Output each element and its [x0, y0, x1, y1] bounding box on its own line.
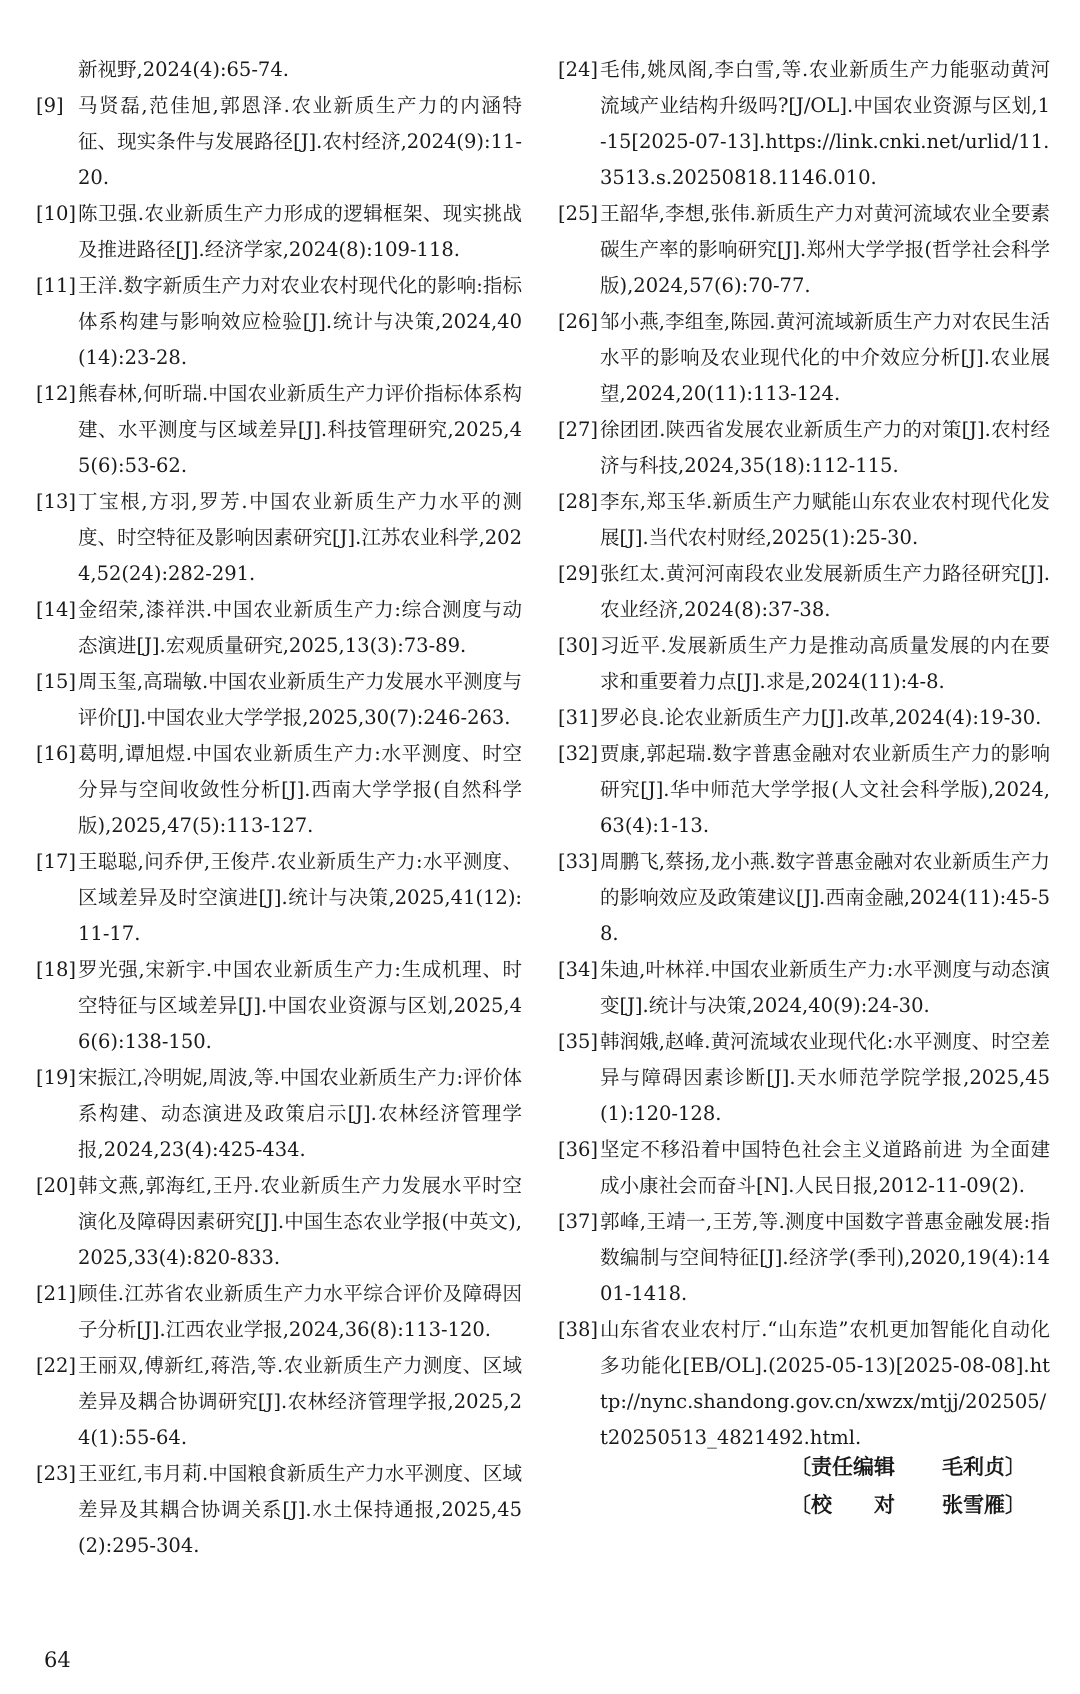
- reference-text: 山东省农业农村厅.“山东造”农机更加智能化自动化多功能化[EB/OL].(2025-05-13)[2025-08-08].http://nync.shandong.gov.cn/xwzx/mtjj/202505/t20250513_4821492.html.: [600, 1318, 1050, 1449]
- reference-item: [36, 844, 522, 952]
- reference-text: 韩润娥,赵峰.黄河流域农业现代化:水平测度、时空差异与障碍因素诊断[J].天水师范学院学报,2025,45(1):120-128.: [600, 1030, 1050, 1125]
- reference-text: 陈卫强.农业新质生产力形成的逻辑框架、现实挑战及推进路径[J].经济学家,2024(8):109-118.: [78, 202, 522, 261]
- references-left-column: [36, 52, 522, 1564]
- reference-number: [34]: [558, 958, 599, 981]
- reference-item: [36, 1060, 522, 1168]
- reference-item: [36, 376, 522, 484]
- reference-number: [30]: [558, 634, 599, 657]
- reference-text: 李东,郑玉华.新质生产力赋能山东农业农村现代化发展[J].当代农村财经,2025(1):25-30.: [600, 490, 1050, 549]
- reference-number: [10]: [36, 202, 77, 225]
- reference-item: [558, 700, 1050, 736]
- reference-number: [26]: [558, 310, 599, 333]
- reference-item: [558, 844, 1050, 952]
- reference-text: 贾康,郭起瑞.数字普惠金融对农业新质生产力的影响研究[J].华中师范大学学报(人文社会科学版),2024,63(4):1-13.: [600, 742, 1050, 837]
- page-number: 64: [44, 1648, 71, 1672]
- reference-item: [36, 664, 522, 736]
- reference-number: [38]: [558, 1318, 599, 1341]
- editor-name: 毛利贞〕: [942, 1454, 1026, 1479]
- reference-text: 张红太.黄河河南段农业发展新质生产力路径研究[J].农业经济,2024(8):37-38.: [600, 562, 1050, 621]
- reference-text: 坚定不移沿着中国特色社会主义道路前进 为全面建成小康社会而奋斗[N].人民日报,2012-11-09(2).: [600, 1138, 1050, 1197]
- reference-item: [36, 268, 522, 376]
- reference-item: [558, 1204, 1050, 1312]
- reference-item: [36, 484, 522, 592]
- reference-item: [36, 736, 522, 844]
- reference-item: [36, 1168, 522, 1276]
- reference-text: 韩文燕,郭海红,王丹.农业新质生产力发展水平时空演化及障碍因素研究[J].中国生态农业学报(中英文),2025,33(4):820-833.: [78, 1174, 522, 1269]
- reference-number: [37]: [558, 1210, 599, 1233]
- reference-item: [36, 1348, 522, 1456]
- reference-text: 毛伟,姚凤阁,李白雪,等.农业新质生产力能驱动黄河流域产业结构升级吗?[J/OL].中国农业资源与区划,1-15[2025-07-13].https://link.cnki.net/urlid/11.3513.s.20250818.1146.010.: [600, 58, 1050, 189]
- reference-text: 王韶华,李想,张伟.新质生产力对黄河流域农业全要素碳生产率的影响研究[J].郑州大学学报(哲学社会科学版),2024,57(6):70-77.: [600, 202, 1050, 297]
- reference-item: [36, 952, 522, 1060]
- reference-list-left: [36, 88, 522, 1564]
- reference-text: 王聪聪,问乔伊,王俊芹.农业新质生产力:水平测度、区域差异及时空演进[J].统计与决策,2025,41(12):11-17.: [78, 850, 522, 945]
- reference-number: [11]: [36, 274, 77, 297]
- reference-number: [13]: [36, 490, 77, 513]
- editor-credit: [790, 1448, 1026, 1486]
- reference-text: 徐团团.陕西省发展农业新质生产力的对策[J].农村经济与科技,2024,35(18):112-115.: [600, 418, 1050, 477]
- reference-number: [32]: [558, 742, 599, 765]
- reference-number: [35]: [558, 1030, 599, 1053]
- references-right-column: [558, 52, 1050, 1456]
- reference-number: [24]: [558, 58, 599, 81]
- reference-continuation: 新视野,2024(4):65-74.: [78, 58, 289, 81]
- reference-item: [558, 628, 1050, 700]
- reference-text: 金绍荣,漆祥洪.中国农业新质生产力:综合测度与动态演进[J].宏观质量研究,2025,13(3):73-89.: [78, 598, 522, 657]
- reference-item: [558, 412, 1050, 484]
- reference-item: [558, 736, 1050, 844]
- reference-list-right: [558, 52, 1050, 1456]
- reference-item: [558, 1024, 1050, 1132]
- reference-text: 葛明,谭旭煜.中国农业新质生产力:水平测度、时空分异与空间收敛性分析[J].西南大学学报(自然科学版),2025,47(5):113-127.: [78, 742, 522, 837]
- reference-item: [558, 52, 1050, 196]
- reference-item: [36, 592, 522, 664]
- reference-item: [36, 196, 522, 268]
- reference-number: [16]: [36, 742, 77, 765]
- reference-number: [17]: [36, 850, 77, 873]
- reference-item: [558, 556, 1050, 628]
- reference-number: [9]: [36, 94, 64, 117]
- reference-text: 周玉玺,高瑞敏.中国农业新质生产力发展水平测度与评价[J].中国农业大学学报,2025,30(7):246-263.: [78, 670, 522, 729]
- reference-number: [12]: [36, 382, 77, 405]
- reference-number: [25]: [558, 202, 599, 225]
- reference-text: 邹小燕,李组奎,陈园.黄河流域新质生产力对农民生活水平的影响及农业现代化的中介效应分析[J].农业展望,2024,20(11):113-124.: [600, 310, 1050, 405]
- proofreader-credit: [790, 1486, 1026, 1524]
- reference-number: [29]: [558, 562, 599, 585]
- reference-number: [31]: [558, 706, 599, 729]
- reference-item: [558, 304, 1050, 412]
- reference-item: [558, 952, 1050, 1024]
- reference-number: [18]: [36, 958, 77, 981]
- reference-text: 周鹏飞,蔡扬,龙小燕.数字普惠金融对农业新质生产力的影响效应及政策建议[J].西南金融,2024(11):45-58.: [600, 850, 1050, 945]
- reference-number: [21]: [36, 1282, 77, 1305]
- reference-item: [36, 1276, 522, 1348]
- reference-text: 顾佳.江苏省农业新质生产力水平综合评价及障碍因子分析[J].江西农业学报,2024,36(8):113-120.: [78, 1282, 522, 1341]
- reference-text: 宋振江,冷明妮,周波,等.中国农业新质生产力:评价体系构建、动态演进及政策启示[J].农林经济管理学报,2024,23(4):425-434.: [78, 1066, 522, 1161]
- reference-text: 王丽双,傅新红,蒋浩,等.农业新质生产力测度、区域差异及耦合协调研究[J].农林经济管理学报,2025,24(1):55-64.: [78, 1354, 522, 1449]
- reference-number: [14]: [36, 598, 77, 621]
- reference-text: 罗必良.论农业新质生产力[J].改革,2024(4):19-30.: [600, 706, 1042, 729]
- reference-number: [27]: [558, 418, 599, 441]
- reference-text: 丁宝根,方羽,罗芳.中国农业新质生产力水平的测度、时空特征及影响因素研究[J].江苏农业科学,2024,52(24):282-291.: [78, 490, 522, 585]
- reference-text: 朱迪,叶林祥.中国农业新质生产力:水平测度与动态演变[J].统计与决策,2024,40(9):24-30.: [600, 958, 1050, 1017]
- reference-item: [36, 1456, 522, 1564]
- reference-item: [558, 1132, 1050, 1204]
- reference-number: [23]: [36, 1462, 77, 1485]
- reference-number: [20]: [36, 1174, 77, 1197]
- reference-number: [36]: [558, 1138, 599, 1161]
- reference-text: 郭峰,王靖一,王芳,等.测度中国数字普惠金融发展:指数编制与空间特征[J].经济学(季刊),2020,19(4):1401-1418.: [600, 1210, 1050, 1305]
- reference-number: [33]: [558, 850, 599, 873]
- reference-item: [558, 1312, 1050, 1456]
- reference-number: [28]: [558, 490, 599, 513]
- proofreader-role: 〔校 对: [790, 1492, 895, 1517]
- reference-item: [558, 484, 1050, 556]
- reference-number: [15]: [36, 670, 77, 693]
- editorial-credits: [790, 1448, 1026, 1524]
- reference-number: [19]: [36, 1066, 77, 1089]
- reference-text: 王洋.数字新质生产力对农业农村现代化的影响:指标体系构建与影响效应检验[J].统计与决策,2024,40(14):23-28.: [78, 274, 522, 369]
- reference-text: 罗光强,宋新宇.中国农业新质生产力:生成机理、时空特征与区域差异[J].中国农业资源与区划,2025,46(6):138-150.: [78, 958, 522, 1053]
- reference-text: 王亚红,韦月莉.中国粮食新质生产力水平测度、区域差异及其耦合协调关系[J].水土保持通报,2025,45(2):295-304.: [78, 1462, 522, 1557]
- reference-text: 熊春林,何昕瑞.中国农业新质生产力评价指标体系构建、水平测度与区域差异[J].科技管理研究,2025,45(6):53-62.: [78, 382, 522, 477]
- reference-number: [22]: [36, 1354, 77, 1377]
- reference-item: [36, 88, 522, 196]
- reference-item: [558, 196, 1050, 304]
- editor-role: 〔责任编辑: [790, 1454, 895, 1479]
- reference-text: 马贤磊,范佳旭,郭恩泽.农业新质生产力的内涵特征、现实条件与发展路径[J].农村经济,2024(9):11-20.: [78, 94, 522, 189]
- proofreader-name: 张雪雁〕: [942, 1492, 1026, 1517]
- reference-text: 习近平.发展新质生产力是推动高质量发展的内在要求和重要着力点[J].求是,2024(11):4-8.: [600, 634, 1050, 693]
